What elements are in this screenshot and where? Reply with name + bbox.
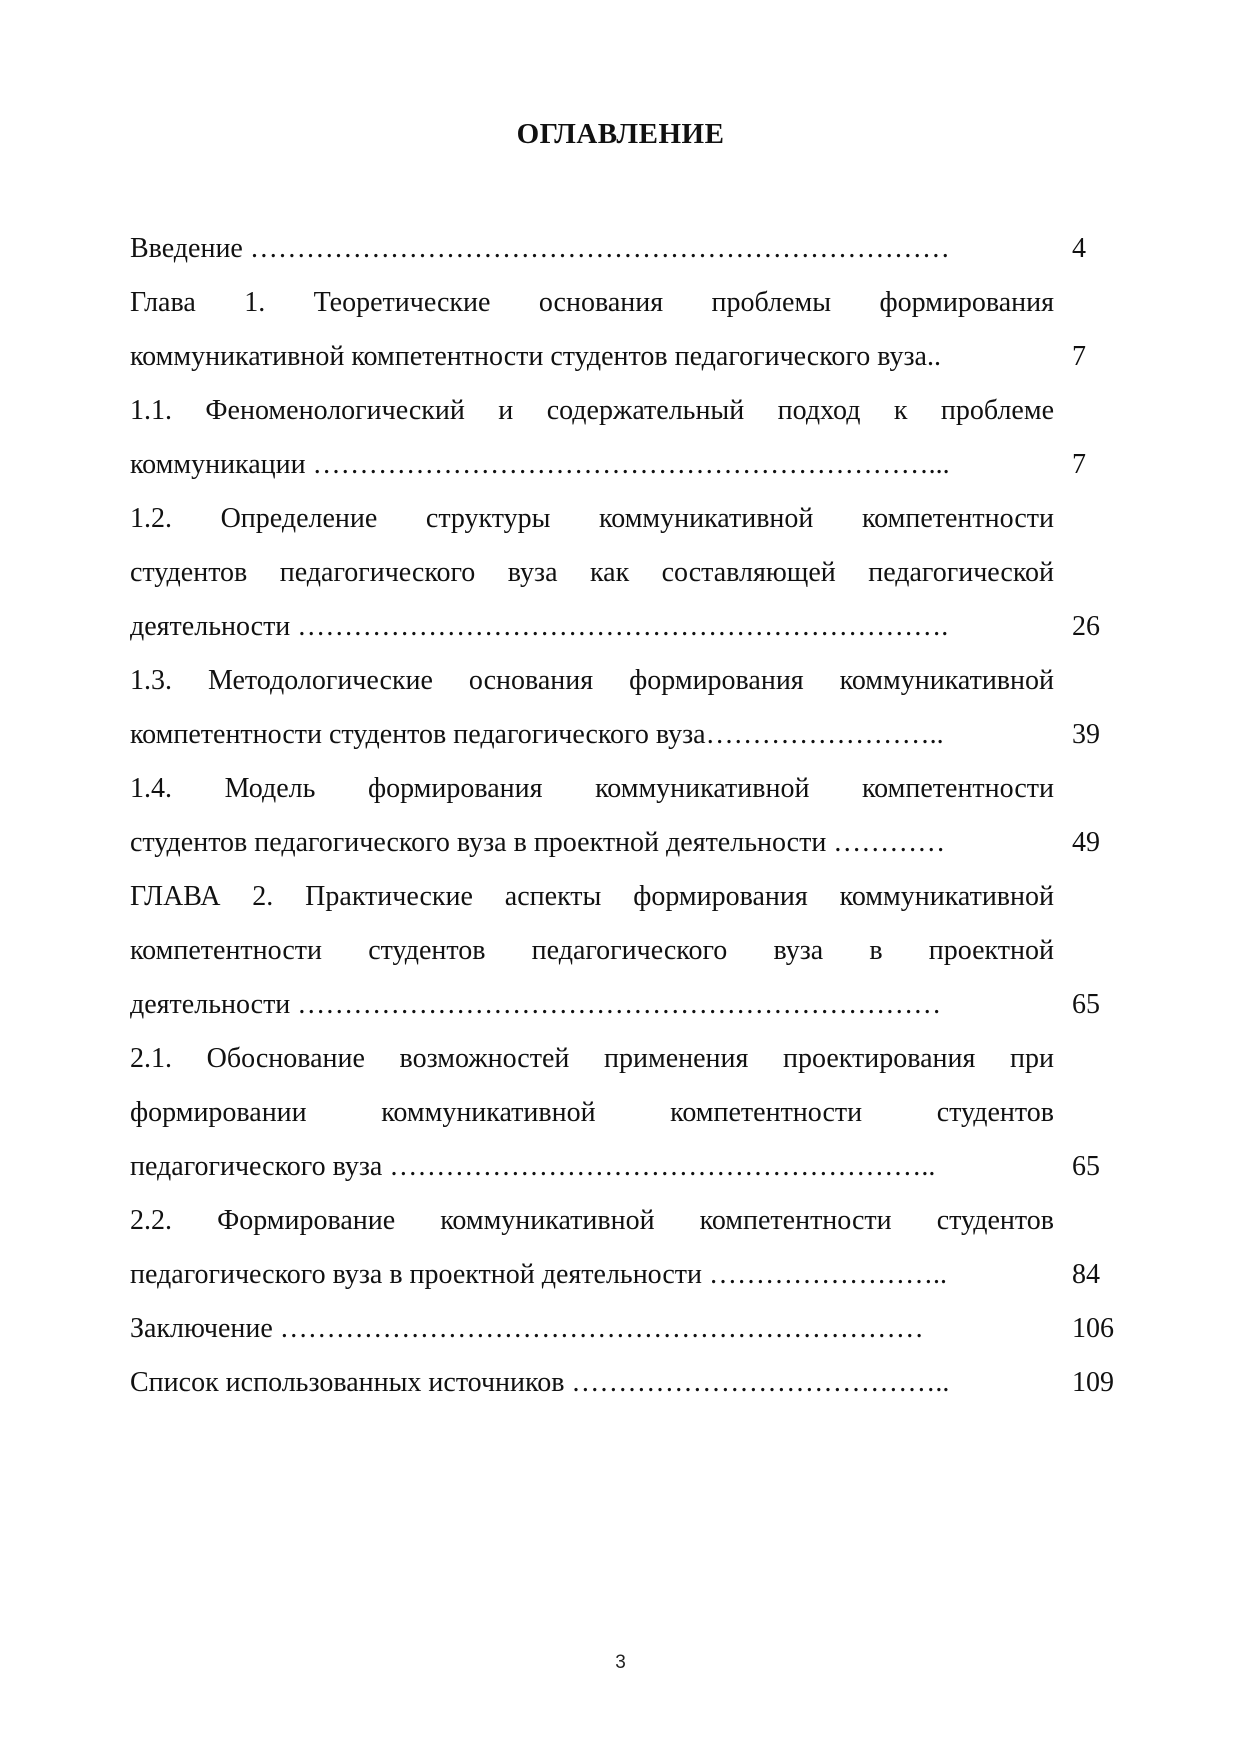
toc-entry-text: ГЛАВА 2. Практические аспекты формирования коммуникативной xyxy=(130,881,1054,912)
toc-entry-text: компетентности студентов педагогического вуза в проектной xyxy=(130,935,1054,966)
toc-page-number: 26 xyxy=(1072,611,1100,642)
toc-page-number: 49 xyxy=(1072,827,1100,858)
toc-line xyxy=(130,492,1130,546)
toc-entry-text: Глава 1. Теоретические основания проблемы формирования xyxy=(130,287,1054,318)
toc-line xyxy=(130,654,1130,708)
toc-entry-text: педагогического вуза ………………………………………………….. xyxy=(130,1151,936,1182)
toc-page-number: 65 xyxy=(1072,1151,1100,1182)
toc-entry-text: Введение ………………………………………………………………… xyxy=(130,233,950,264)
toc-entry-text: коммуникации …………………………………………………………... xyxy=(130,449,950,480)
toc-entry-text: студентов педагогического вуза в проектной деятельности ………… xyxy=(130,827,946,858)
toc-page-number: 65 xyxy=(1072,989,1100,1020)
page-title: ОГЛАВЛЕНИЕ xyxy=(516,118,725,150)
toc-entry-text: Заключение …………………………………………………………… xyxy=(130,1313,924,1344)
toc-entry-text: 1.1. Феноменологический и содержательный подход к проблеме xyxy=(130,395,1054,426)
toc-entry-text: студентов педагогического вуза как составляющей педагогической xyxy=(130,557,1054,588)
toc-page-number: 84 xyxy=(1072,1259,1100,1290)
toc-entry-text: 1.4. Модель формирования коммуникативной компетентности xyxy=(130,773,1054,804)
toc-entry-text: педагогического вуза в проектной деятельности …………………….. xyxy=(130,1259,948,1290)
toc-line xyxy=(130,816,1130,870)
toc-line xyxy=(130,600,1130,654)
toc-page-number: 106 xyxy=(1072,1313,1114,1344)
toc-line xyxy=(130,762,1130,816)
toc-line xyxy=(130,1032,1130,1086)
table-of-contents xyxy=(130,222,1130,1410)
toc-entry-text: деятельности ……………………………………………………………. xyxy=(130,611,949,642)
toc-page-number: 39 xyxy=(1072,719,1100,750)
toc-line xyxy=(130,708,1130,762)
toc-entry-text: формировании коммуникативной компетентности студентов xyxy=(130,1097,1054,1128)
toc-page-number: 7 xyxy=(1072,341,1086,372)
toc-line xyxy=(130,384,1130,438)
toc-entry-text: Список использованных источников ………………………………….. xyxy=(130,1367,950,1398)
toc-page-number: 4 xyxy=(1072,233,1086,264)
toc-page-number: 7 xyxy=(1072,449,1086,480)
toc-entry-text: компетентности студентов педагогического вуза…………………….. xyxy=(130,719,944,750)
page-number: 3 xyxy=(615,1652,626,1673)
toc-line xyxy=(130,1302,1130,1356)
toc-entry-text: 2.2. Формирование коммуникативной компетентности студентов xyxy=(130,1205,1054,1236)
toc-line xyxy=(130,1194,1130,1248)
toc-entry-text: коммуникативной компетентности студентов педагогического вуза.. xyxy=(130,341,941,372)
toc-line xyxy=(130,276,1130,330)
toc-line xyxy=(130,222,1130,276)
toc-line xyxy=(130,978,1130,1032)
toc-line xyxy=(130,330,1130,384)
toc-entry-text: деятельности …………………………………………………………… xyxy=(130,989,942,1020)
toc-page-number: 109 xyxy=(1072,1367,1114,1398)
toc-line xyxy=(130,924,1130,978)
toc-entry-text: 1.2. Определение структуры коммуникативной компетентности xyxy=(130,503,1054,534)
toc-line xyxy=(130,438,1130,492)
toc-line xyxy=(130,546,1130,600)
toc-line xyxy=(130,870,1130,924)
toc-line xyxy=(130,1248,1130,1302)
toc-entry-text: 1.3. Методологические основания формирования коммуникативной xyxy=(130,665,1054,696)
toc-line xyxy=(130,1086,1130,1140)
toc-line xyxy=(130,1356,1130,1410)
toc-line xyxy=(130,1140,1130,1194)
toc-entry-text: 2.1. Обоснование возможностей применения проектирования при xyxy=(130,1043,1054,1074)
